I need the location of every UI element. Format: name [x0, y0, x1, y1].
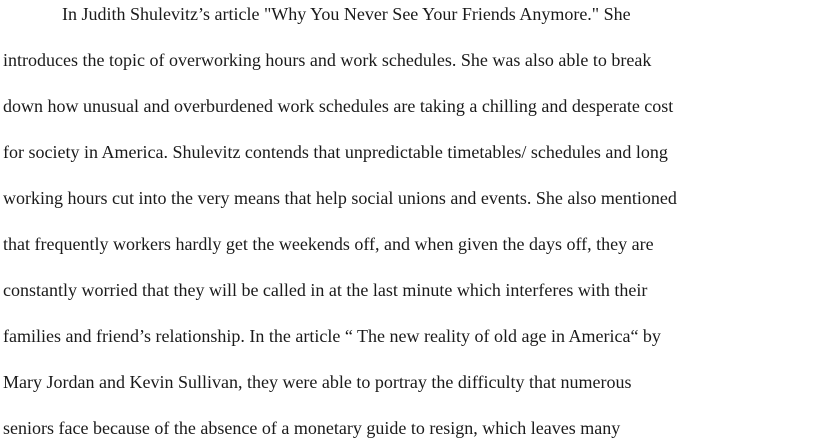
paragraph-line-7: constantly worried that they will be called in at the last minute which interferes with their	[3, 280, 648, 300]
paragraph-line-9: Mary Jordan and Kevin Sullivan, they were able to portray the difficulty that numerous	[3, 372, 632, 392]
paragraph-line-3: down how unusual and overburdened work schedules are taking a chilling and desperate cost	[3, 96, 674, 116]
paragraph-line-10: seniors face because of the absence of a monetary guide to resign, which leaves many	[3, 418, 621, 438]
paragraph-line-2: introduces the topic of overworking hours and work schedules. She was also able to break	[3, 50, 652, 70]
paragraph-line-4: for society in America. Shulevitz contends that unpredictable timetables/ schedules and long	[3, 142, 668, 162]
paragraph-line-8: families and friend’s relationship. In the article “ The new reality of old age in America“ by	[3, 326, 661, 346]
paragraph-line-6: that frequently workers hardly get the weekends off, and when given the days off, they are	[3, 234, 654, 254]
paragraph-line-1: In Judith Shulevitz’s article "Why You Never See Your Friends Anymore." She	[62, 4, 631, 24]
paragraph-line-5: working hours cut into the very means that help social unions and events. She also mentioned	[3, 188, 677, 208]
